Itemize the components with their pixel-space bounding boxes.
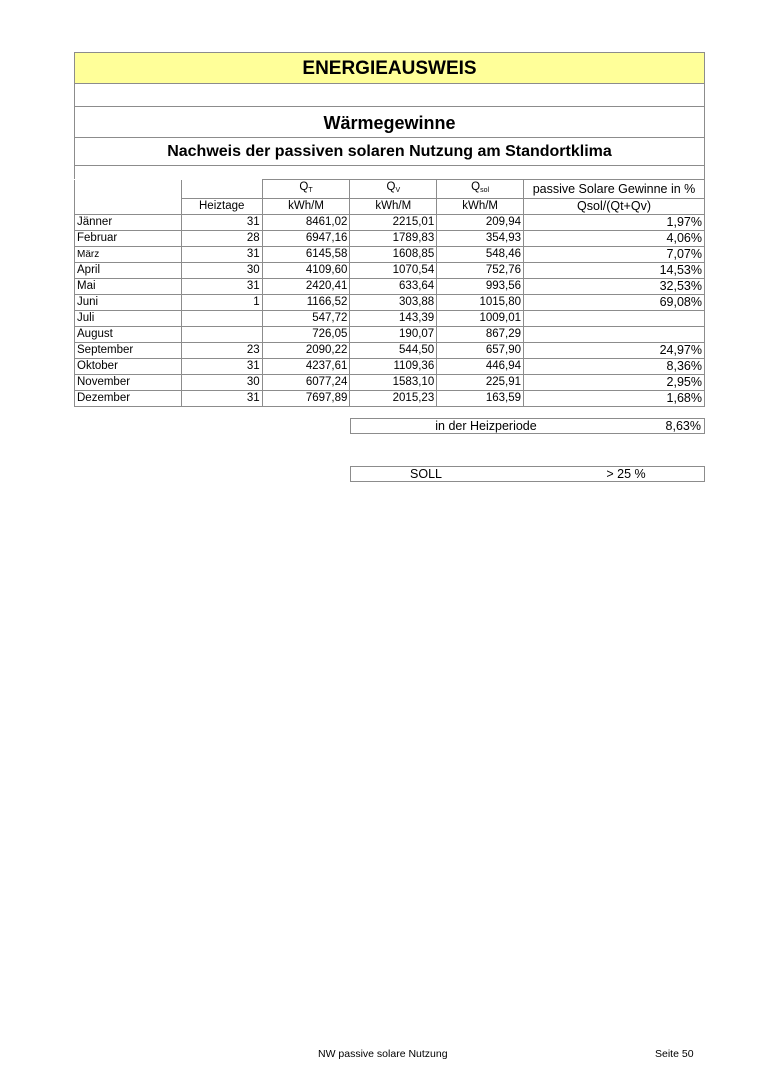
- qsol-cell: 1015,80: [437, 295, 524, 311]
- pct-cell: 8,36%: [524, 359, 705, 375]
- solar-gains-table: [74, 179, 705, 407]
- days-cell: 31: [181, 247, 262, 263]
- qv-cell: 1109,36: [350, 359, 437, 375]
- header-unit-qsol: kWh/M: [437, 199, 524, 215]
- qsol-cell: 548,46: [437, 247, 524, 263]
- days-cell: 31: [181, 279, 262, 295]
- qv-cell: 1070,54: [350, 263, 437, 279]
- heizperiode-summary: [350, 418, 705, 434]
- month-cell: April: [75, 263, 182, 279]
- month-cell: August: [75, 327, 182, 343]
- heizperiode-label: in der Heizperiode: [435, 419, 537, 433]
- header-blank: [75, 180, 182, 199]
- table-row: [75, 247, 705, 263]
- days-cell: [181, 311, 262, 327]
- header-qsol: $Q_{sol}$: [437, 180, 524, 199]
- qt-cell: 547,72: [262, 311, 350, 327]
- month-cell: März: [75, 247, 182, 263]
- month-cell: Juni: [75, 295, 182, 311]
- days-cell: 31: [181, 391, 262, 407]
- days-cell: 31: [181, 215, 262, 231]
- qt-cell: 4237,61: [262, 359, 350, 375]
- soll-value: > 25 %: [606, 467, 646, 481]
- header-pct-line2: Qsol/(Qt+Qv): [524, 199, 705, 215]
- footer-page: Seite 50: [655, 1048, 694, 1060]
- days-cell: 1: [181, 295, 262, 311]
- qv-cell: 190,07: [350, 327, 437, 343]
- pct-cell: 1,97%: [524, 215, 705, 231]
- header-heiztage: Heiztage: [181, 199, 262, 215]
- qv-cell: 303,88: [350, 295, 437, 311]
- spacer-row: [74, 83, 705, 107]
- qsol-cell: 867,29: [437, 327, 524, 343]
- pct-cell: 4,06%: [524, 231, 705, 247]
- header-row-1: [75, 180, 705, 199]
- qt-cell: 7697,89: [262, 391, 350, 407]
- qsol-cell: 354,93: [437, 231, 524, 247]
- table-row: [75, 327, 705, 343]
- pct-cell: 69,08%: [524, 295, 705, 311]
- header-pct-line1: passive Solare Gewinne in %: [524, 180, 705, 199]
- qv-cell: 1583,10: [350, 375, 437, 391]
- qsol-cell: 163,59: [437, 391, 524, 407]
- heizperiode-value: 8,63%: [665, 419, 701, 433]
- pct-cell: [524, 327, 705, 343]
- header-blank: [181, 180, 262, 199]
- month-cell: November: [75, 375, 182, 391]
- pct-cell: 1,68%: [524, 391, 705, 407]
- qsol-cell: 1009,01: [437, 311, 524, 327]
- table-row: [75, 343, 705, 359]
- pct-cell: 24,97%: [524, 343, 705, 359]
- header-unit-qt: kWh/M: [262, 199, 350, 215]
- header-blank: [75, 199, 182, 215]
- days-cell: 23: [181, 343, 262, 359]
- days-cell: [181, 327, 262, 343]
- pct-cell: 7,07%: [524, 247, 705, 263]
- month-cell: Jänner: [75, 215, 182, 231]
- qsol-cell: 209,94: [437, 215, 524, 231]
- page-title: ENERGIEAUSWEIS: [74, 52, 705, 84]
- qsol-cell: 225,91: [437, 375, 524, 391]
- qt-cell: 6145,58: [262, 247, 350, 263]
- month-cell: Mai: [75, 279, 182, 295]
- qv-cell: 143,39: [350, 311, 437, 327]
- qt-cell: 2090,22: [262, 343, 350, 359]
- days-cell: 30: [181, 375, 262, 391]
- month-cell: Juli: [75, 311, 182, 327]
- qt-cell: 2420,41: [262, 279, 350, 295]
- month-cell: September: [75, 343, 182, 359]
- table-row: [75, 279, 705, 295]
- qt-cell: 6947,16: [262, 231, 350, 247]
- table-row: [75, 295, 705, 311]
- pct-cell: [524, 311, 705, 327]
- month-cell: Oktober: [75, 359, 182, 375]
- qv-cell: 633,64: [350, 279, 437, 295]
- pct-cell: 32,53%: [524, 279, 705, 295]
- header-row-2: [75, 199, 705, 215]
- table-row: [75, 231, 705, 247]
- qv-cell: 1789,83: [350, 231, 437, 247]
- soll-label: SOLL: [410, 467, 442, 481]
- qv-cell: 1608,85: [350, 247, 437, 263]
- table-row: [75, 391, 705, 407]
- qsol-cell: 993,56: [437, 279, 524, 295]
- pct-cell: 14,53%: [524, 263, 705, 279]
- qsol-cell: 657,90: [437, 343, 524, 359]
- days-cell: 28: [181, 231, 262, 247]
- footer-title: NW passive solare Nutzung: [318, 1048, 448, 1060]
- qv-cell: 544,50: [350, 343, 437, 359]
- qt-cell: 4109,60: [262, 263, 350, 279]
- gap-row: [74, 165, 705, 179]
- month-cell: Februar: [75, 231, 182, 247]
- days-cell: 30: [181, 263, 262, 279]
- qsol-cell: 446,94: [437, 359, 524, 375]
- qt-cell: 6077,24: [262, 375, 350, 391]
- qv-cell: 2215,01: [350, 215, 437, 231]
- table-row: [75, 215, 705, 231]
- header-qt: $Q_T$: [262, 180, 350, 199]
- qt-cell: 1166,52: [262, 295, 350, 311]
- qt-cell: 726,05: [262, 327, 350, 343]
- month-cell: Dezember: [75, 391, 182, 407]
- qt-cell: 8461,02: [262, 215, 350, 231]
- header-unit-qv: kWh/M: [350, 199, 437, 215]
- section-subtitle: Nachweis der passiven solaren Nutzung am Standortklima: [74, 137, 705, 166]
- qsol-cell: 752,76: [437, 263, 524, 279]
- pct-cell: 2,95%: [524, 375, 705, 391]
- header-qv: $Q_V$: [350, 180, 437, 199]
- table-row: [75, 263, 705, 279]
- qv-cell: 2015,23: [350, 391, 437, 407]
- table-row: [75, 359, 705, 375]
- table-row: [75, 311, 705, 327]
- section-title: Wärmegewinne: [74, 106, 705, 138]
- days-cell: 31: [181, 359, 262, 375]
- table-row: [75, 375, 705, 391]
- soll-summary: [350, 466, 705, 482]
